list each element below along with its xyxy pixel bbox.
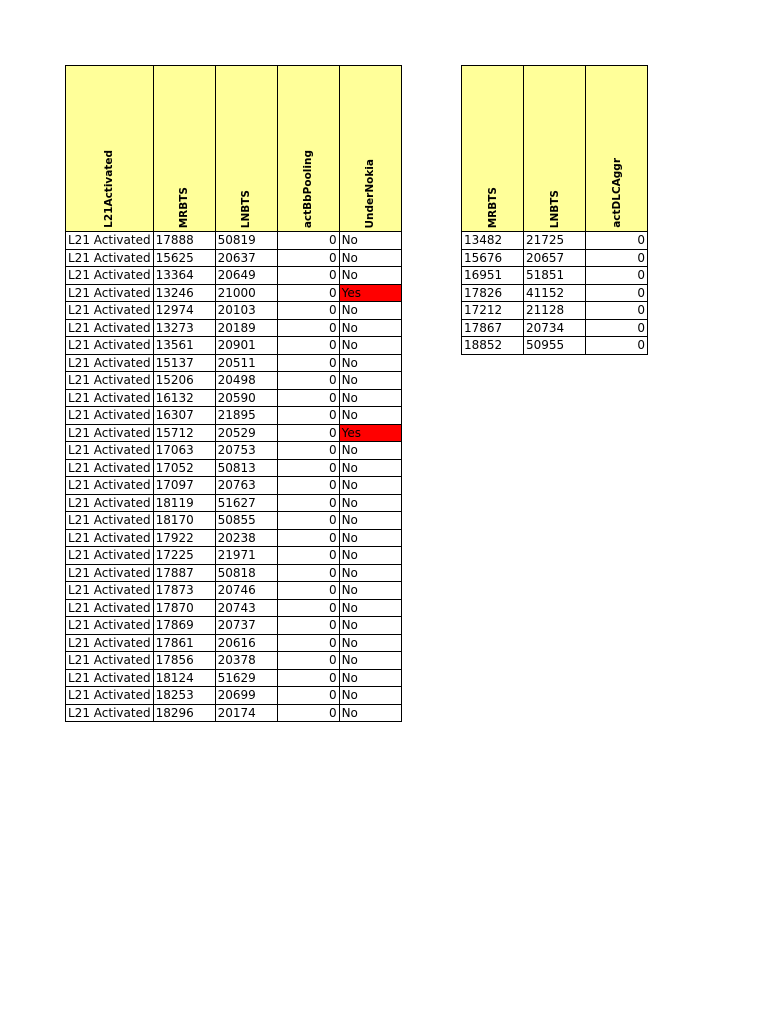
header-actbbpooling[interactable]: [277, 66, 339, 232]
table-cell[interactable]: 20657: [524, 249, 586, 267]
table-row: [462, 232, 648, 250]
header-lnbts[interactable]: [524, 66, 586, 232]
table-cell[interactable]: 15206: [153, 372, 215, 390]
table-row: [66, 407, 402, 425]
table-cell[interactable]: 0: [277, 424, 339, 442]
table-cell[interactable]: 20616: [215, 634, 277, 652]
table-cell[interactable]: Yes: [339, 284, 401, 302]
table-cell[interactable]: 51627: [215, 494, 277, 512]
table-cell[interactable]: 0: [277, 634, 339, 652]
table-cell[interactable]: 17861: [153, 634, 215, 652]
table-cell[interactable]: No: [339, 634, 401, 652]
table-cell[interactable]: No: [339, 302, 401, 320]
table-row: [66, 634, 402, 652]
table-cell[interactable]: No: [339, 337, 401, 355]
table-cell[interactable]: 0: [277, 687, 339, 705]
table-cell[interactable]: No: [339, 617, 401, 635]
table-cell[interactable]: No: [339, 319, 401, 337]
table-cell[interactable]: 41152: [524, 284, 586, 302]
table-cell[interactable]: No: [339, 687, 401, 705]
table-row: [66, 389, 402, 407]
table-row: [462, 284, 648, 302]
table-cell[interactable]: 0: [586, 232, 648, 250]
table-cell[interactable]: 17826: [462, 284, 524, 302]
left-data-table: [65, 65, 402, 722]
header-label: MRBTS: [178, 186, 191, 228]
table-cell[interactable]: 20238: [215, 529, 277, 547]
table-row: [66, 267, 402, 285]
table-cell[interactable]: 50819: [215, 232, 277, 250]
table-cell[interactable]: 21725: [524, 232, 586, 250]
table-cell[interactable]: No: [339, 477, 401, 495]
table-cell[interactable]: L21 Activated: [66, 267, 154, 285]
table-row: [66, 652, 402, 670]
table-cell[interactable]: 0: [277, 669, 339, 687]
table-cell[interactable]: 21128: [524, 302, 586, 320]
table-cell[interactable]: 20103: [215, 302, 277, 320]
table-cell[interactable]: 12974: [153, 302, 215, 320]
header-label: actBbPooling: [302, 149, 315, 228]
table-cell[interactable]: L21 Activated: [66, 372, 154, 390]
table-cell[interactable]: 18253: [153, 687, 215, 705]
table-cell[interactable]: L21 Activated: [66, 249, 154, 267]
table-cell[interactable]: L21 Activated: [66, 284, 154, 302]
table-cell[interactable]: No: [339, 669, 401, 687]
table-cell[interactable]: 0: [277, 372, 339, 390]
table-row: [66, 564, 402, 582]
table-cell[interactable]: L21 Activated: [66, 424, 154, 442]
table-cell[interactable]: 17097: [153, 477, 215, 495]
table-cell[interactable]: 17867: [462, 319, 524, 337]
table-cell[interactable]: 21895: [215, 407, 277, 425]
table-cell[interactable]: L21 Activated: [66, 547, 154, 565]
table-row: [66, 442, 402, 460]
table-cell[interactable]: 20637: [215, 249, 277, 267]
table-row: [66, 547, 402, 565]
table-cell[interactable]: 50818: [215, 564, 277, 582]
table-cell[interactable]: 0: [277, 284, 339, 302]
table-cell[interactable]: 0: [586, 284, 648, 302]
table-cell[interactable]: No: [339, 442, 401, 460]
table-cell[interactable]: L21 Activated: [66, 407, 154, 425]
table-row: [462, 302, 648, 320]
table-cell[interactable]: No: [339, 267, 401, 285]
table-cell[interactable]: 20590: [215, 389, 277, 407]
table-cell[interactable]: L21 Activated: [66, 704, 154, 722]
table-cell[interactable]: 16307: [153, 407, 215, 425]
table-cell[interactable]: 13273: [153, 319, 215, 337]
table-cell[interactable]: 20498: [215, 372, 277, 390]
table-row: [66, 319, 402, 337]
table-row: [66, 687, 402, 705]
table-cell[interactable]: 20511: [215, 354, 277, 372]
table-row: [66, 599, 402, 617]
table-cell[interactable]: No: [339, 459, 401, 477]
table-cell[interactable]: 0: [277, 617, 339, 635]
table-cell[interactable]: No: [339, 372, 401, 390]
table-cell[interactable]: No: [339, 547, 401, 565]
table-row: [462, 319, 648, 337]
table-cell[interactable]: 0: [277, 407, 339, 425]
table-cell[interactable]: L21 Activated: [66, 687, 154, 705]
table-cell[interactable]: 50813: [215, 459, 277, 477]
table-row: [66, 372, 402, 390]
table-cell[interactable]: 17225: [153, 547, 215, 565]
table-cell[interactable]: L21 Activated: [66, 634, 154, 652]
table-row: [66, 232, 402, 250]
table-cell[interactable]: 20737: [215, 617, 277, 635]
table-row: [66, 477, 402, 495]
table-cell[interactable]: 0: [586, 249, 648, 267]
table-cell[interactable]: No: [339, 249, 401, 267]
table-cell[interactable]: 18852: [462, 337, 524, 355]
table-cell[interactable]: 15712: [153, 424, 215, 442]
table-cell[interactable]: Yes: [339, 424, 401, 442]
table-cell[interactable]: 13482: [462, 232, 524, 250]
header-label: L21Activated: [103, 150, 116, 228]
table-cell[interactable]: 15676: [462, 249, 524, 267]
table-cell[interactable]: L21 Activated: [66, 494, 154, 512]
table-row: [66, 337, 402, 355]
table-cell[interactable]: 17856: [153, 652, 215, 670]
table-cell[interactable]: No: [339, 389, 401, 407]
header-undernokia[interactable]: [339, 66, 401, 232]
table-row: [66, 494, 402, 512]
table-cell[interactable]: 0: [277, 267, 339, 285]
table-row: [462, 249, 648, 267]
table-cell[interactable]: L21 Activated: [66, 477, 154, 495]
table-row: [66, 512, 402, 530]
table-cell[interactable]: 0: [277, 302, 339, 320]
table-row: [66, 354, 402, 372]
table-row: [66, 284, 402, 302]
table-cell[interactable]: L21 Activated: [66, 564, 154, 582]
table-cell[interactable]: No: [339, 512, 401, 530]
table-cell[interactable]: 20529: [215, 424, 277, 442]
table-cell[interactable]: L21 Activated: [66, 529, 154, 547]
table-cell[interactable]: 17922: [153, 529, 215, 547]
table-cell[interactable]: No: [339, 407, 401, 425]
table-cell[interactable]: 0: [277, 652, 339, 670]
table-row: [66, 617, 402, 635]
table-row: [66, 302, 402, 320]
table-cell[interactable]: 17888: [153, 232, 215, 250]
right-data-table: [461, 65, 648, 355]
table-cell[interactable]: L21 Activated: [66, 582, 154, 600]
table-cell[interactable]: 17870: [153, 599, 215, 617]
table-cell[interactable]: 17212: [462, 302, 524, 320]
table-cell[interactable]: L21 Activated: [66, 617, 154, 635]
table-cell[interactable]: 0: [277, 547, 339, 565]
table-row: [66, 459, 402, 477]
table-cell[interactable]: 13246: [153, 284, 215, 302]
table-cell[interactable]: 0: [277, 232, 339, 250]
table-cell[interactable]: 0: [277, 477, 339, 495]
table-cell[interactable]: L21 Activated: [66, 652, 154, 670]
table-cell[interactable]: 15625: [153, 249, 215, 267]
table-cell[interactable]: 50855: [215, 512, 277, 530]
header-label: UnderNokia: [364, 158, 377, 228]
header-actdlcaggr[interactable]: [586, 66, 648, 232]
table-cell[interactable]: 0: [277, 582, 339, 600]
table-cell[interactable]: 20743: [215, 599, 277, 617]
table-cell[interactable]: 21000: [215, 284, 277, 302]
table-cell[interactable]: 17887: [153, 564, 215, 582]
table-row: [66, 582, 402, 600]
table-cell[interactable]: 20649: [215, 267, 277, 285]
table-cell[interactable]: 20753: [215, 442, 277, 460]
table-cell[interactable]: 0: [277, 459, 339, 477]
table-cell[interactable]: 50955: [524, 337, 586, 355]
table-cell[interactable]: 0: [586, 302, 648, 320]
table-cell[interactable]: 51629: [215, 669, 277, 687]
table-cell[interactable]: 0: [277, 704, 339, 722]
table-row: [66, 669, 402, 687]
table-cell[interactable]: L21 Activated: [66, 337, 154, 355]
table-cell[interactable]: L21 Activated: [66, 459, 154, 477]
table-cell[interactable]: L21 Activated: [66, 232, 154, 250]
table-cell[interactable]: L21 Activated: [66, 442, 154, 460]
table-cell[interactable]: 15137: [153, 354, 215, 372]
header-l21activated[interactable]: [66, 66, 154, 232]
table-cell[interactable]: L21 Activated: [66, 389, 154, 407]
table-cell[interactable]: L21 Activated: [66, 354, 154, 372]
left-header-row: [66, 66, 402, 232]
table-cell[interactable]: No: [339, 704, 401, 722]
table-cell[interactable]: 0: [277, 564, 339, 582]
table-cell[interactable]: 17063: [153, 442, 215, 460]
table-cell[interactable]: 20699: [215, 687, 277, 705]
table-cell[interactable]: 17869: [153, 617, 215, 635]
table-row: [66, 529, 402, 547]
header-label: actDLCAggr: [610, 158, 623, 228]
table-cell[interactable]: No: [339, 529, 401, 547]
table-cell[interactable]: 0: [277, 337, 339, 355]
table-cell[interactable]: 0: [586, 319, 648, 337]
table-cell[interactable]: No: [339, 652, 401, 670]
table-cell[interactable]: 17873: [153, 582, 215, 600]
table-cell[interactable]: 51851: [524, 267, 586, 285]
table-cell[interactable]: 0: [277, 249, 339, 267]
table-cell[interactable]: 0: [277, 494, 339, 512]
table-cell[interactable]: L21 Activated: [66, 319, 154, 337]
table-cell[interactable]: 20378: [215, 652, 277, 670]
table-cell[interactable]: L21 Activated: [66, 302, 154, 320]
table-cell[interactable]: No: [339, 232, 401, 250]
table-cell[interactable]: 13561: [153, 337, 215, 355]
table-cell[interactable]: 20901: [215, 337, 277, 355]
table-row: [66, 704, 402, 722]
right-header-row: [462, 66, 648, 232]
header-label: MRBTS: [486, 186, 499, 228]
table-cell[interactable]: No: [339, 599, 401, 617]
table-cell[interactable]: 0: [277, 529, 339, 547]
table-cell[interactable]: 20763: [215, 477, 277, 495]
header-mrbts[interactable]: [462, 66, 524, 232]
table-cell[interactable]: 0: [586, 267, 648, 285]
table-row: [66, 249, 402, 267]
table-cell[interactable]: 18296: [153, 704, 215, 722]
table-cell[interactable]: 0: [277, 512, 339, 530]
table-cell[interactable]: No: [339, 564, 401, 582]
table-cell[interactable]: L21 Activated: [66, 669, 154, 687]
table-cell[interactable]: 16132: [153, 389, 215, 407]
table-cell[interactable]: 16951: [462, 267, 524, 285]
table-cell[interactable]: 20189: [215, 319, 277, 337]
table-cell[interactable]: 18170: [153, 512, 215, 530]
table-cell[interactable]: 17052: [153, 459, 215, 477]
header-mrbts[interactable]: [153, 66, 215, 232]
table-cell[interactable]: 18119: [153, 494, 215, 512]
header-label: LNBTS: [548, 189, 561, 228]
table-row: [462, 267, 648, 285]
table-cell[interactable]: 20734: [524, 319, 586, 337]
table-row: [462, 337, 648, 355]
table-cell[interactable]: 0: [277, 319, 339, 337]
table-cell[interactable]: No: [339, 582, 401, 600]
table-cell[interactable]: 21971: [215, 547, 277, 565]
table-cell[interactable]: 20746: [215, 582, 277, 600]
table-cell[interactable]: 0: [586, 337, 648, 355]
table-cell[interactable]: 18124: [153, 669, 215, 687]
table-cell[interactable]: No: [339, 494, 401, 512]
header-lnbts[interactable]: [215, 66, 277, 232]
table-cell[interactable]: 0: [277, 599, 339, 617]
table-cell[interactable]: L21 Activated: [66, 512, 154, 530]
table-cell[interactable]: 20174: [215, 704, 277, 722]
table-cell[interactable]: 0: [277, 442, 339, 460]
table-row: [66, 424, 402, 442]
header-label: LNBTS: [240, 189, 253, 228]
table-cell[interactable]: L21 Activated: [66, 599, 154, 617]
table-cell[interactable]: 0: [277, 389, 339, 407]
table-cell[interactable]: 0: [277, 354, 339, 372]
table-cell[interactable]: 13364: [153, 267, 215, 285]
table-cell[interactable]: No: [339, 354, 401, 372]
